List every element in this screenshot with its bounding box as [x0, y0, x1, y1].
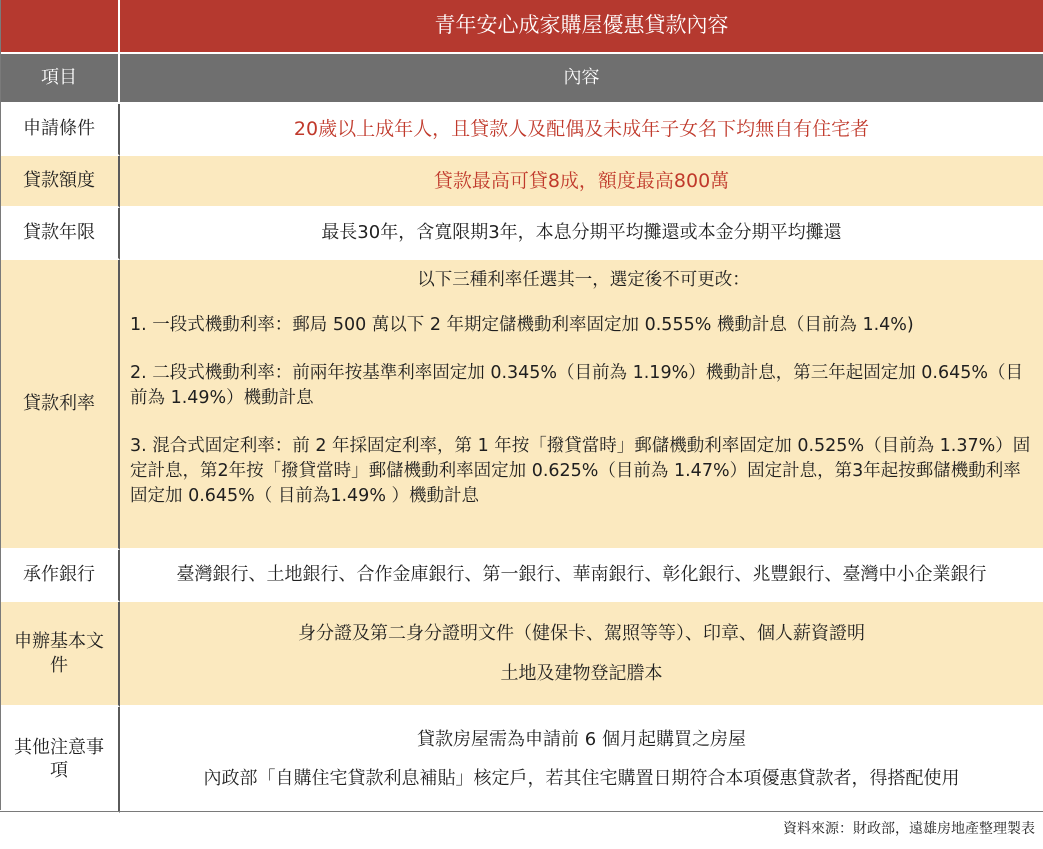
notes-line-2: 內政部「自購住宅貸款利息補貼」核定戶，若其住宅購置日期符合本項優惠貸款者，得搭配使用: [203, 768, 960, 789]
row-label-rate: 貸款利率: [0, 260, 120, 550]
row-value-eligibility: 20歲以上成年人，且貸款人及配偶及未成年子女名下均無自有住宅者: [120, 104, 1043, 156]
documents-line-2: 土地及建物登記謄本: [500, 662, 663, 684]
table-left-border: [0, 0, 1, 810]
title-corner: [0, 0, 120, 54]
row-value-term: 最長30年，含寬限期3年，本息分期平均攤還或本金分期平均攤還: [120, 208, 1043, 260]
notes-line-1: 貸款房屋需為申請前 6 個月起購買之房屋: [417, 728, 746, 750]
row-label-notes: 其他注意事項: [0, 707, 120, 813]
rate-option-1: 1. 一段式機動利率：郵局 500 萬以下 2 年期定儲機動利率固定加 0.555% 機動計息（目前為 1.4%): [130, 315, 914, 336]
rate-intro: 以下三種利率任選其一，選定後不可更改：: [417, 270, 750, 290]
row-label-documents: 申辦基本文件: [0, 602, 120, 707]
source-note: 資料來源：財政部，遠雄房地產整理製表: [783, 821, 1035, 837]
table-title: 青年安心成家購屋優惠貸款內容: [120, 0, 1043, 54]
row-label-amount: 貸款額度: [0, 156, 120, 208]
row-value-amount: 貸款最高可貸8成，額度最高800萬: [120, 156, 1043, 208]
table-bottom-border: [0, 811, 1043, 812]
row-value-documents: [120, 602, 1043, 707]
rate-option-2: 2. 二段式機動利率：前兩年按基準利率固定加 0.345%（目前為 1.19%）機動計息，第三年起固定加 0.645%（目前為 1.49%）機動計息: [130, 362, 1023, 409]
row-label-banks: 承作銀行: [0, 550, 120, 602]
row-value-rate: [120, 260, 1043, 550]
header-item: 項目: [0, 54, 120, 104]
row-label-eligibility: 申請條件: [0, 104, 120, 156]
row-label-term: 貸款年限: [0, 208, 120, 260]
header-content: 內容: [120, 54, 1043, 104]
row-value-banks: 臺灣銀行、土地銀行、合作金庫銀行、第一銀行、華南銀行、彰化銀行、兆豐銀行、臺灣中小企業銀行: [120, 550, 1043, 602]
row-value-notes: [120, 707, 1043, 813]
documents-line-1: 身分證及第二身分證明文件（健保卡、駕照等等）、印章、個人薪資證明: [298, 623, 865, 645]
rate-option-3: 3. 混合式固定利率：前 2 年採固定利率，第 1 年按「撥貸當時」郵儲機動利率固定加 0.525%（目前為 1.37%）固定計息，第2年按「撥貸當時」郵儲機動利率固定加 0.625%（目前為 1.47%）固定計息，第3年起按郵儲機動利率固定加 0.645%（ 目前為1.49% ）機動計息: [130, 435, 1031, 507]
